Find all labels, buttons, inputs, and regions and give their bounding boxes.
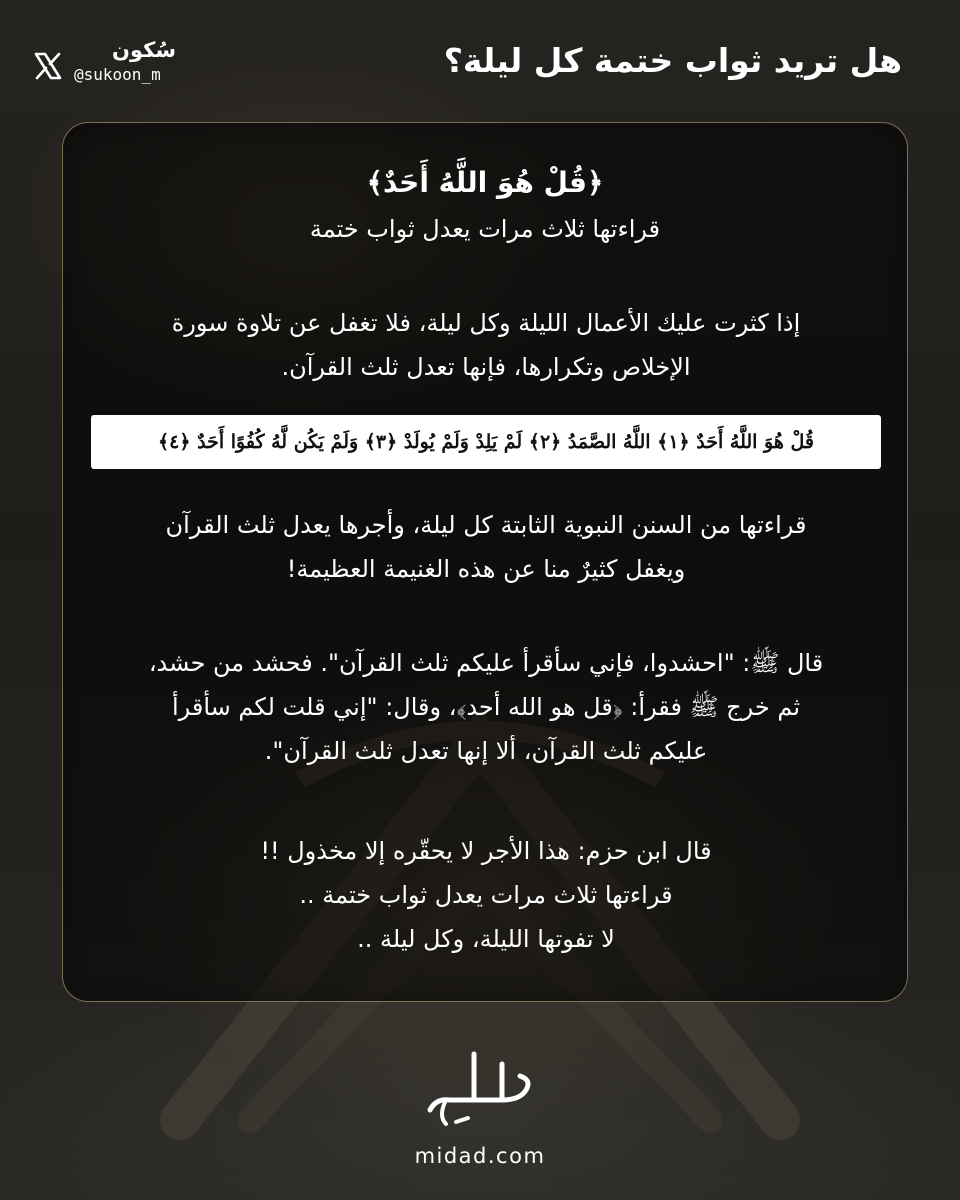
paragraph-line: قال ابن حزم: هذا الأجر لا يحقّره إلا مخذول !! <box>260 837 712 865</box>
account-handle-block[interactable] <box>32 36 212 96</box>
content-panel <box>62 122 908 1002</box>
account-username: @sukoon_m <box>74 65 161 84</box>
paragraph-line: قراءتها ثلاث مرات يعدل ثواب ختمة .. <box>299 881 673 909</box>
paragraph-line: إذا كثرت عليك الأعمال الليلة وكل ليلة، فلا تغفل عن تلاوة سورة <box>171 309 801 337</box>
account-name: سُكون <box>112 38 176 62</box>
paragraph-ibn-hazm <box>91 829 881 961</box>
x-logo-icon <box>32 50 64 82</box>
surah-ikhlas-strip: قُلْ هُوَ اللَّهُ أَحَدٌ ﴿١﴾ اللَّهُ الصَّمَدُ ﴿٢﴾ لَمْ يَلِدْ وَلَمْ يُولَدْ ﴿٣﴾ وَلَمْ يَكُن لَّهُ كُفُوًا أَحَدٌ ﴿٤﴾ <box>91 415 881 469</box>
paragraph-line: ثم خرج ﷺ فقرأ: ﴿قل هو الله أحد﴾، وقال: "إني قلت لكم سأقرأ <box>171 693 801 721</box>
paragraph-line: لا تفوتها الليلة، وكل ليلة .. <box>357 925 615 953</box>
verse-subtitle: قراءتها ثلاث مرات يعدل ثواب ختمة <box>309 215 661 243</box>
website-url[interactable]: midad.com <box>414 1144 546 1168</box>
paragraph-line: ويغفل كثيرٌ منا عن هذه الغنيمة العظيمة! <box>286 555 686 583</box>
midad-logo[interactable] <box>380 1040 580 1180</box>
paragraph-line: الإخلاص وتكرارها، فإنها تعدل ثلث القرآن. <box>281 353 691 381</box>
paragraph-line: قراءتها من السنن النبوية الثابتة كل ليلة، وأجرها يعدل ثلث القرآن <box>165 511 807 539</box>
paragraph-line: قال ﷺ: "احشدوا، فإني سأقرأ عليكم ثلث القرآن". فحشد من حشد، <box>148 649 824 677</box>
page-title: هل تريد ثواب ختمة كل ليلة؟ <box>443 41 902 80</box>
paragraph-intro <box>91 301 881 389</box>
paragraph-hadith <box>91 641 881 773</box>
verse-title: ﴿قُلْ هُوَ اللَّهُ أَحَدٌ﴾ <box>366 166 604 199</box>
paragraph-line: عليكم ثلث القرآن، ألا إنها تعدل ثلث القرآن". <box>264 737 708 765</box>
midad-logo-mark-icon <box>416 1040 544 1132</box>
paragraph-sunnah <box>91 503 881 591</box>
